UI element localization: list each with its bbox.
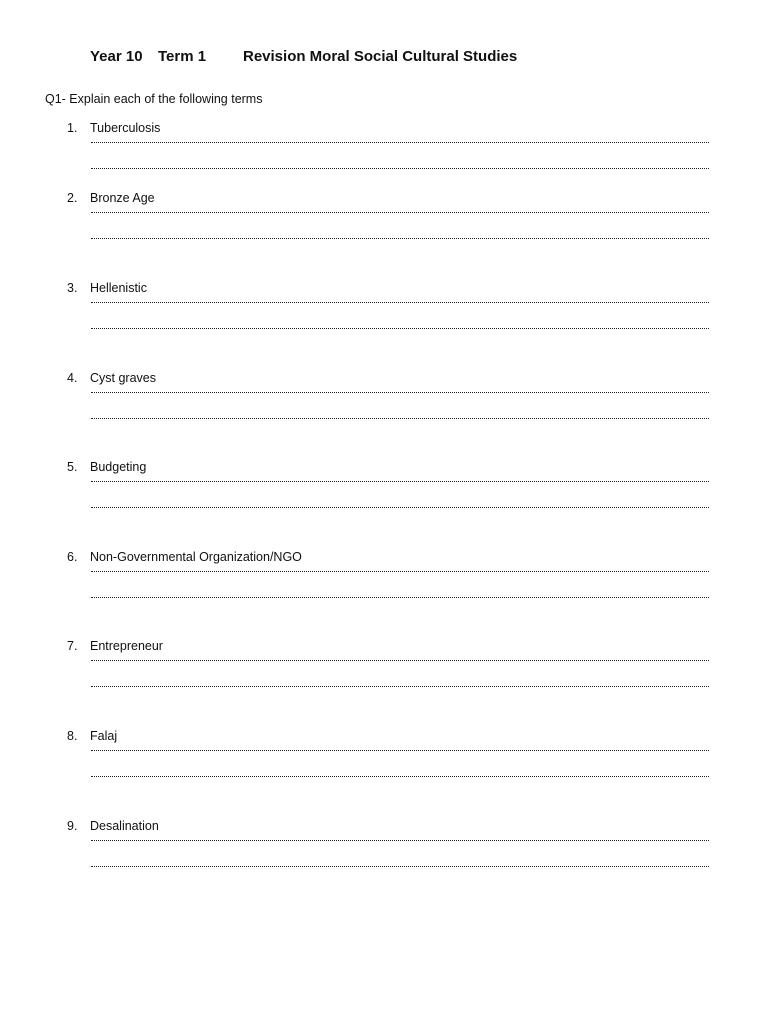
answer-line[interactable] — [91, 776, 709, 777]
term-label: Term 1 — [158, 48, 207, 65]
item-number: 1. — [67, 121, 78, 135]
subject-title: Revision Moral Social Cultural Studies — [243, 48, 518, 65]
page-title — [90, 48, 517, 65]
item-term: Cyst graves — [90, 371, 156, 385]
item-term: Entrepreneur — [90, 639, 163, 653]
answer-line[interactable] — [91, 212, 709, 213]
year-label: Year 10 — [90, 48, 143, 65]
answer-line[interactable] — [91, 481, 709, 482]
answer-line[interactable] — [91, 142, 709, 143]
answer-line[interactable] — [91, 571, 709, 572]
answer-line[interactable] — [91, 328, 709, 329]
item-number: 7. — [67, 639, 78, 653]
item-number: 3. — [67, 281, 78, 295]
answer-line[interactable] — [91, 597, 709, 598]
item-term: Desalination — [90, 819, 159, 833]
answer-line[interactable] — [91, 507, 709, 508]
item-term: Budgeting — [90, 460, 147, 474]
answer-line[interactable] — [91, 302, 709, 303]
item-term: Hellenistic — [90, 281, 147, 295]
answer-line[interactable] — [91, 840, 709, 841]
item-number: 2. — [67, 191, 78, 205]
item-term: Non-Governmental Organization/NGO — [90, 550, 302, 564]
question-heading: Q1- Explain each of the following terms — [45, 92, 263, 106]
item-number: 5. — [67, 460, 78, 474]
answer-line[interactable] — [91, 660, 709, 661]
item-term: Tuberculosis — [90, 121, 161, 135]
item-number: 9. — [67, 819, 78, 833]
item-number: 8. — [67, 729, 78, 743]
item-number: 4. — [67, 371, 78, 385]
item-term: Bronze Age — [90, 191, 155, 205]
answer-line[interactable] — [91, 418, 709, 419]
answer-line[interactable] — [91, 686, 709, 687]
item-number: 6. — [67, 550, 78, 564]
answer-line[interactable] — [91, 866, 709, 867]
answer-line[interactable] — [91, 750, 709, 751]
answer-line[interactable] — [91, 392, 709, 393]
item-term: Falaj — [90, 729, 118, 743]
answer-line[interactable] — [91, 168, 709, 169]
answer-line[interactable] — [91, 238, 709, 239]
